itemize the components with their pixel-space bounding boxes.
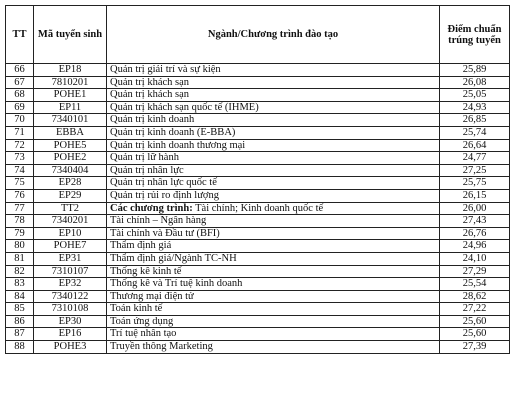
program-name: Quản trị nhân lực [110,164,184,176]
cell-program [107,303,440,316]
table-header-row [6,6,510,64]
cell-code: 7310108 [34,303,107,316]
cell-code: EP18 [34,64,107,77]
cell-program [107,278,440,291]
cell-code: EP16 [34,328,107,341]
program-name: Quản trị kinh doanh (E-BBA) [110,126,236,138]
cell-code: EBBA [34,126,107,139]
program-name: Toán kinh tế [110,303,163,315]
cell-code: 7340122 [34,290,107,303]
table-row [6,164,510,177]
table-body [6,64,510,354]
table-row [6,152,510,165]
cell-tt: 76 [6,189,34,202]
cell-code: EP31 [34,252,107,265]
cell-score: 25,60 [440,328,510,341]
cell-code: 7340404 [34,164,107,177]
cell-code: EP29 [34,189,107,202]
cell-tt: 78 [6,215,34,228]
cell-tt: 82 [6,265,34,278]
table-row [6,265,510,278]
table-row [6,215,510,228]
table-row [6,341,510,354]
cell-code: EP11 [34,101,107,114]
program-name: Truyền thông Marketing [110,341,213,353]
program-name: Quản trị lữ hành [110,152,179,164]
cell-score: 27,39 [440,341,510,354]
cell-program [107,328,440,341]
cell-score: 25,54 [440,278,510,291]
program-name: Quản trị giải trí và sự kiện [110,64,221,75]
cell-score: 24,96 [440,240,510,253]
table-row [6,64,510,77]
cell-code: 7810201 [34,76,107,89]
program-name: Quản trị nhân lực quốc tế [110,177,217,189]
program-name: Quản trị khách sạn [110,89,190,101]
cell-code: EP28 [34,177,107,190]
cell-tt: 73 [6,152,34,165]
cell-score: 24,77 [440,152,510,165]
cell-score: 26,08 [440,76,510,89]
cell-program [107,215,440,228]
cell-score: 25,74 [440,126,510,139]
cell-tt: 70 [6,114,34,127]
cell-tt: 68 [6,89,34,102]
header-program: Ngành/Chương trình đào tạo [107,6,440,64]
cell-score: 25,89 [440,64,510,77]
program-name: Quản trị kinh doanh thương mại [110,139,246,151]
cell-program [107,152,440,165]
cell-score: 24,10 [440,252,510,265]
table-row [6,303,510,316]
cell-score: 26,76 [440,227,510,240]
table-row [6,177,510,190]
cell-tt: 87 [6,328,34,341]
cell-code: POHE2 [34,152,107,165]
cell-tt: 74 [6,164,34,177]
cell-score: 28,62 [440,290,510,303]
program-name: Toán ứng dụng [110,315,174,327]
header-tt: TT [6,6,34,64]
cell-program [107,76,440,89]
cell-score: 26,15 [440,189,510,202]
header-score: Điểm chuẩn trúng tuyển [440,6,510,64]
cell-program [107,139,440,152]
cell-program [107,164,440,177]
cell-program [107,227,440,240]
cell-tt: 71 [6,126,34,139]
cell-program [107,341,440,354]
cell-program [107,315,440,328]
cell-tt: 69 [6,101,34,114]
table-row [6,89,510,102]
table-row [6,240,510,253]
program-name: Quản trị kinh doanh [110,114,195,126]
cell-program [107,202,440,215]
program-name: Tài chính – Ngân hàng [110,215,207,227]
cell-score: 27,22 [440,303,510,316]
table-row [6,278,510,291]
cell-tt: 84 [6,290,34,303]
cell-program [107,89,440,102]
table-row [6,76,510,89]
cell-tt: 75 [6,177,34,190]
cell-score: 24,93 [440,101,510,114]
cell-code: 7340201 [34,215,107,228]
table-row [6,252,510,265]
cell-code: POHE7 [34,240,107,253]
cell-program [107,252,440,265]
cell-score: 26,85 [440,114,510,127]
cell-tt: 83 [6,278,34,291]
program-name: Thẩm định giá [110,240,172,252]
cell-program [107,114,440,127]
cell-program [107,177,440,190]
admission-scores-table [5,5,510,354]
program-name: Quản trị rủi ro định lượng [110,189,219,201]
header-code: Mã tuyển sinh [34,6,107,64]
program-bold-label: Các chương trình: [110,202,193,214]
cell-score: 27,25 [440,164,510,177]
cell-tt: 88 [6,341,34,354]
program-name: Tài chính; Kinh doanh quốc tế [192,202,324,214]
cell-code: POHE5 [34,139,107,152]
cell-score: 27,43 [440,215,510,228]
table-row [6,290,510,303]
table-row [6,139,510,152]
cell-code: 7310107 [34,265,107,278]
cell-code: TT2 [34,202,107,215]
cell-score: 25,60 [440,315,510,328]
cell-code: POHE3 [34,341,107,354]
cell-code: EP10 [34,227,107,240]
table-row [6,126,510,139]
cell-tt: 80 [6,240,34,253]
admission-scores-document [5,5,509,354]
cell-tt: 86 [6,315,34,328]
table-row [6,328,510,341]
cell-tt: 77 [6,202,34,215]
table-row [6,315,510,328]
cell-tt: 85 [6,303,34,316]
table-row [6,227,510,240]
program-name: Trí tuệ nhân tạo [110,328,177,340]
program-name: Thương mại điện tử [110,290,194,302]
table-row [6,189,510,202]
cell-score: 27,29 [440,265,510,278]
cell-program [107,189,440,202]
program-name: Thống kê và Trí tuệ kinh doanh [110,278,243,290]
cell-tt: 72 [6,139,34,152]
program-name: Quản trị khách sạn [110,76,190,88]
cell-code: POHE1 [34,89,107,102]
cell-program [107,265,440,278]
cell-code: EP32 [34,278,107,291]
cell-program [107,290,440,303]
table-row [6,114,510,127]
table-row [6,202,510,215]
program-name: Thống kê kinh tế [110,265,182,277]
cell-program [107,240,440,253]
cell-program [107,64,440,77]
table-row [6,101,510,114]
cell-tt: 66 [6,64,34,77]
cell-program [107,101,440,114]
cell-tt: 67 [6,76,34,89]
program-name: Tài chính và Đầu tư (BFI) [110,227,220,239]
cell-score: 25,75 [440,177,510,190]
cell-code: 7340101 [34,114,107,127]
cell-score: 25,05 [440,89,510,102]
cell-tt: 81 [6,252,34,265]
cell-program [107,126,440,139]
cell-score: 26,64 [440,139,510,152]
cell-code: EP30 [34,315,107,328]
program-name: Quản trị khách sạn quốc tế (IHME) [110,101,259,113]
program-name: Thẩm định giá/Ngành TC-NH [110,252,237,264]
cell-tt: 79 [6,227,34,240]
cell-score: 26,00 [440,202,510,215]
